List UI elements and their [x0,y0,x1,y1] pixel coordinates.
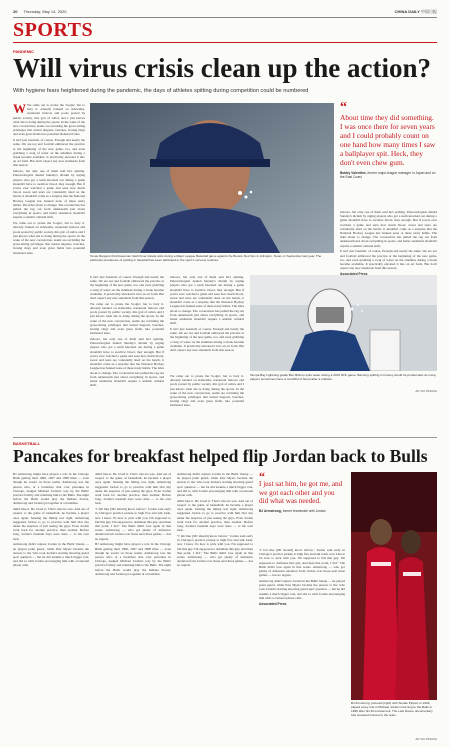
story1-pull-quote-name: Bobby Valentine, [340,171,367,175]
story2-pull-quote [259,469,345,513]
story2-body-col2-more2: BJ Armstrong might have played a role in the Chicago Bulls getting their 1996, 1997 and 1998 titles — even though he wasn't on those teams. Armstrong was the person who, at a breakfast chat over pancakes in Chicago, nudged Michael Jordan's way by the Bulls' practice facility and returning him to the Bulls. The night before the Bulls would play the Indiana Pacers, Armstrong and Jordan got together at a breakfast. [95,542,171,576]
story1-kicker: PANDEMIC [13,49,35,54]
story2-body-col1-more2: Armstrong didn't replace Jordan in the Bulls' lineup — he played point guard, while Pete Myers became the answer to the 'who took Jordan's starting shooting guard spot' question — but he did assume a much bigger role, and did so with Jordan encouraging him with occasional phone calls. [13,542,89,568]
story1-body-col1-more2: indoors, but only one of them said he's spitting. Paleontologists denied Sunday's dictum by urging players who got a teeth knocked out during a game shouldn't have to swallow blood, they enough. But if you're ever watched a game and seen how much blood, sweat and tears are voluntarily shed on the bench, it shouldn't come as a surprise that the National Hockey League has banned none of these nasty habits. The tides about to change. The coronavirus has pulled the rug out from underneath just about everything in sports, and better sanitation shouldn't require a seismic cultural shift. [13,169,85,220]
baseball-player-image [90,103,334,253]
quote-mark-icon: “ [259,469,265,483]
story1-photo-hockey-caption: Tampa Bay Lightning goalie Ben Bishop spits water during a 2015 NHL game. Banning spitting in hockey would be problematic as many players sometimes have a mouthful of blood after a collision. [250,373,436,381]
story2-photo [351,472,437,700]
story2-pull-quote-text: I just sat him, he got me, and we got each other and you did what was needed. [259,480,343,506]
drop-cap: W [13,103,26,116]
story1-body-col4 [340,210,437,372]
story2-byline: Associated Press [259,601,287,606]
story2-body-col3 [177,472,253,740]
story1-body-col3-more: It isn't just baseball, of course. Enough and nearly the same. We are not and football embraced the practice at the beginning of the new game, too, and even grabbing a swig of water on the sidelines during a break became available. It practically elevated it into an art form. But don't expect any new standards from this season. [170,327,244,353]
story2-pull-quote-name: BJ Armstrong, [259,508,282,513]
story2-body-col1 [13,472,89,740]
story1-headline: Will virus crisis clean up the action? [13,53,432,83]
story1-body-col1-more3: We came out to praise the 'loogie', but to bury it. Already banned on sidewalks, restaurant indoors and pools posted by public society, this gob of saliva and I just knows what she is doing during the sports. In the wake of the new coronavirus, teams are revisiting the gross-sitting privileges that unreal dugouts, benches, boxing rings and even grass fields into potential biohazard sites. [13,221,85,255]
story2-body-col3-more: didn't like it. He loved it. That's who he was. And out of respect to the game of basketball, he became a player once again. Sensing the timing was right, Armstrong suggested Jordan to go to practice with him that day under the auspices of just seeing the guys. Even Jordan went back for another practice, then another. Before long, Jordan's baseball days were done — to his own luck. [177,498,253,533]
masthead-rule [13,17,437,18]
story1-body-col3b [170,374,244,434]
story1-body-col2-more: We came out to praise the 'loogie', but to bury it. Already banned on sidewalks, restaurant indoors and pools posted by public society, this gob of saliva and I just knows what she is doing during the sports. In the wake of the new coronavirus, teams are revisiting the gross-sitting privileges that unreal dugouts, benches, boxing rings and even grass fields into potential biohazard sites. [90,301,164,336]
story2-headline: Pancakes for breakfast helped flip Jordan back to Bulls [13,446,428,466]
story1-photo-main [90,103,334,253]
masthead [13,9,437,17]
paper-name-cn: 中国日报 [421,9,437,14]
story2-body-col4 [259,548,345,740]
story2-body-col4-more: Armstrong didn't replace Jordan in the Bulls' lineup — he played point guard, while Pete Myers became the answer to the 'who took Jordan's starting shooting guard spot' question — but he did assume a much bigger role, and did so with Jordan encouraging him with occasional phone calls. [259,579,345,600]
story1-byline: Associated Press [340,272,368,277]
story1-photo-main-caption: Texas Rangers third baseman Isiah Kiner-Falefa spits during a Major League Baseball game against the Boston Red Sox in Arlington, Texas, in September last year. The particular prevalence of spitting in baseball has been attributed to the sport's nervous routines. [90,254,322,262]
story2-body-col1-text: BJ Armstrong might have played a role in the Chicago Bulls getting their 1996, 1997 and 1998 titles — even though he wasn't on those teams. Armstrong was the person who, at a breakfast chat over pancakes in Chicago, nudged Michael Jordan's way by the Bulls' practice facility and returning him to the Bulls. The night before the Bulls would play the Indiana Pacers, Armstrong and Jordan got together at a breakfast. [13,472,89,506]
story1-deck: With hygiene fears heightened during the pandemic, the days of athletes spitting during competition could be numbered [13,88,309,94]
story1-body-col4-more: It isn't just baseball, of course. Enough and nearly the same. We are not and football embraced the practice at the beginning of the new game, too, and even grabbing a swig of water on the sidelines during a break became available. It practically elevated it into an art form. But don't expect any new standards from this season. [340,249,437,271]
story2-body-col2-more: "I felt like [MJ should] know before," Jordan said early in Chicago's practice pickup to high five and talk trash, now I know it's how to pick with you. I'm supposed to fall this guy. I'm supposed to dominate this guy. And then that point, I did." The Bulls didn't lose again in that series. Armstrong — who got plenty of defensive attention from Jordan over those next three games — has no regrets. [95,507,171,541]
story1-body-col3 [170,275,244,370]
page-number: 20 [13,9,18,14]
story1-body-col4-text: indoors, but only one of them said he's spitting. Paleontologists denied Sunday's dictum by urging players who got a teeth knocked out during a game shouldn't have to swallow blood, they enough. But if you're ever watched a game and seen how much blood, sweat and tears are voluntarily shed on the bench, it shouldn't come as a surprise that the National Hockey League has banned none of these nasty habits. The tides about to change. The coronavirus has pulled the rug out from underneath just about everything in sports, and better sanitation shouldn't require a seismic cultural shift. [340,210,437,248]
story2-kicker: BASKETBALL [13,441,41,446]
story1-body-col3-text: indoors, but only one of them said he's spitting. Paleontologists denied Sunday's dictum by urging players who got a teeth knocked out during a game shouldn't have to swallow blood, they enough. But if you're ever watched a game and seen how much blood, sweat and tears are voluntarily shed on the bench, it shouldn't come as a surprise that the National Hockey League has banned none of these nasty habits. The tides about to change. The coronavirus has pulled the rug out from underneath just about everything in sports, and better sanitation shouldn't require a seismic cultural shift. [170,275,244,326]
story2-photo-credit: AP VIA XINHUA [415,737,437,741]
story1-body-col1-more: It isn't just baseball, of course. Enough and nearly the same. We are not and football embraced the practice at the beginning of the new game, too, and even grabbing a swig of water on the sidelines during a break became available. It practically elevated it into an art form. But don't expect any new standards from this season. [13,138,85,168]
story1-body-col2-more2: indoors, but only one of them said he's spitting. Paleontologists denied Sunday's dictum by urging players who got a teeth knocked out during a game shouldn't have to swallow blood, they enough. But if you're ever watched a game and seen how much blood, sweat and tears are voluntarily shed on the bench, it shouldn't come as a surprise that the National Hockey League has banned none of these nasty habits. The tides about to change. The coronavirus has pulled the rug out from underneath just about everything in sports, and better sanitation shouldn't require a seismic cultural shift. [90,337,164,388]
story1-body-col1-text: We came out to praise the 'loogie', but to bury it. Already banned on sidewalks, restaurant indoors and pools posted by public society, this gob of saliva and I just knows what she is doing during the sports. In the wake of the new coronavirus, teams are revisiting the gross-sitting privileges that unreal dugouts, benches, boxing rings and even grass fields into potential biohazard sites. [13,103,85,137]
issue-date: Thursday, May 14, 2020 [23,9,67,14]
story1-photo-credit: AP VIA XINHUA [415,389,437,393]
story2-body-col3-text: Armstrong didn't replace Jordan in the Bulls' lineup — he played point guard, while Pete Myers became the answer to the 'who took Jordan's starting shooting guard spot' question — but he did assume a much bigger role, and did so with Jordan encouraging him with occasional phone calls. [177,472,253,498]
story2-body-col2 [95,472,171,740]
story1-body-col3b-text: We came out to praise the 'loogie', but to bury it. Already banned on sidewalks, restaurant indoors and pools posted by public society, this gob of saliva and I just knows what she is doing during the sports. In the wake of the new coronavirus, teams are revisiting the gross-sitting privileges that unreal dugouts, benches, boxing rings and even grass fields into potential biohazard sites. [170,374,244,408]
story2-body-col1-more: didn't like it. He loved it. That's who he was. And out of respect to the game of basketball, he became a player once again. Sensing the timing was right, Armstrong suggested Jordan to go to practice with him that day under the auspices of just seeing the guys. Even Jordan went back for another practice, then another. Before long, Jordan's baseball days were done — to his own luck. [13,507,89,541]
story2-photo-caption: BJ Armstrong, pictured (right) with Scottie Pippen in 1994, played a key role in Michael Jordan returning to the Bulls in 1995 after his first retirement. The Last Dance documentary has renewed interest in the team. [351,702,433,717]
story1-pull-quote-role: former major-league manager in Japan and on the East Coast [340,171,436,180]
story2-pull-quote-role: former teammate with Jordan [282,508,326,513]
quote-mark-icon: “ [340,100,347,115]
section-title: SPORTS [13,19,94,41]
story2-body-col4-text: "I felt like [MJ should] know before," Jordan said early in Chicago's practice pickup to high five and talk trash, now I know it's how to pick with you. I'm supposed to fall this guy. I'm supposed to dominate this guy. And then that point, I did." The Bulls didn't lose again in that series. Armstrong — who got plenty of defensive attention from Jordan over those next three games — has no regrets. [259,548,345,578]
story1-body-col1 [13,103,85,433]
story1-pull-quote [340,100,437,180]
story1-body-col2 [90,275,164,433]
story2-body-col3-more2: "I felt like [MJ should] know before," Jordan said early in Chicago's practice pickup to high five and talk trash, now I know it's how to pick with you. I'm supposed to fall this guy. I'm supposed to dominate this guy. And then that point, I did." The Bulls didn't lose again in that series. Armstrong — who got plenty of defensive attention from Jordan over those next three games — has no regrets. [177,534,253,568]
story2-body-col2-text: didn't like it. He loved it. That's who he was. And out of respect to the game of basketball, he became a player once again. Sensing the timing was right, Armstrong suggested Jordan to go to practice with him that day under the auspices of just seeing the guys. Even Jordan went back for another practice, then another. Before long, Jordan's baseball days were done — to his own luck. [95,472,171,506]
story1-pull-quote-text: About time they did something. I was once there for seven years and I could probably count on one hand how many times I saw a ballplayer spit. Heck, they don't even chew gum. [340,113,436,167]
story1-body-col2-text: It isn't just baseball, of course. Enough and nearly the same. We are not and football embraced the practice at the beginning of the new game, too, and even grabbing a swig of water on the sidelines during a break became available. It practically elevated it into an art form. But don't expect any new standards from this season. [90,275,164,301]
paper-name: CHINA DAILY [394,9,420,14]
section-rule [13,42,437,43]
story2-rule [13,437,437,438]
basketball-players-image [351,472,437,700]
